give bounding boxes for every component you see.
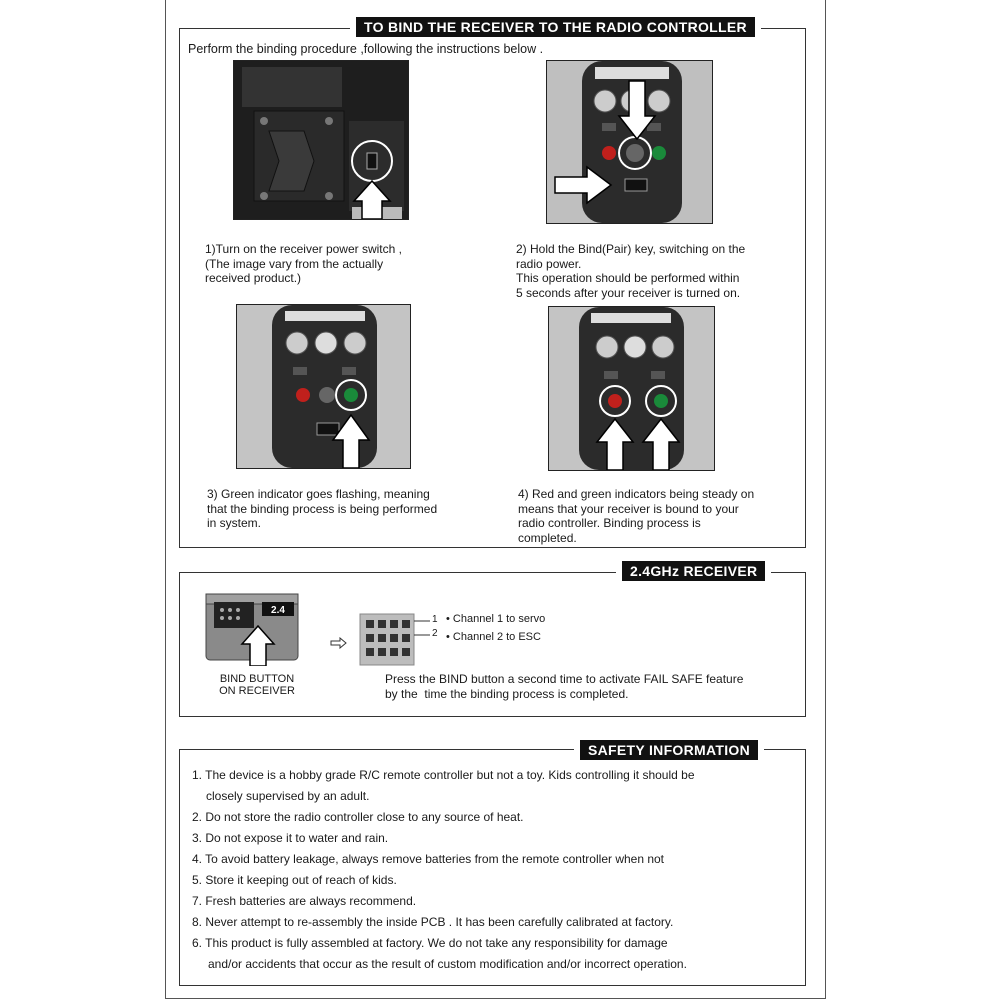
- bind-button-label: BIND BUTTON ON RECEIVER: [219, 673, 295, 697]
- step-2-text: 2) Hold the Bind(Pair) key, switching on the radio power. This operation should be performed within 5 seconds after your receiver is turned on.: [516, 242, 746, 300]
- green-flashing-photo: [236, 304, 411, 469]
- safety-item: 2. Do not store the radio controller close to any source of heat.: [192, 810, 524, 824]
- receiver-pin-header-icon: [358, 612, 418, 667]
- safety-item: 8. Never attempt to re-assembly the inside PCB . It has been carefully calibrated at factory.: [192, 915, 674, 929]
- failsafe-note: Press the BIND button a second time to activate FAIL SAFE feature by the time the binding process is completed.: [385, 672, 744, 701]
- arrow-right-icon: [330, 637, 348, 649]
- channel-2-number: 2: [432, 628, 438, 639]
- safety-section-title: SAFETY INFORMATION: [580, 740, 758, 760]
- safety-item: and/or accidents that occur as the result of custom modification and/or incorrect operation.: [208, 957, 687, 971]
- channel-1-label: • Channel 1 to servo: [446, 613, 546, 625]
- safety-item: 6. This product is fully assembled at factory. We do not take any responsibility for damage: [192, 936, 668, 950]
- safety-section: [179, 749, 806, 986]
- safety-item: 5. Store it keeping out of reach of kids.: [192, 873, 397, 887]
- safety-item: 7. Fresh batteries are always recommend.: [192, 894, 417, 908]
- steady-lights-photo: [548, 306, 715, 471]
- receiver-switch-photo: [233, 60, 409, 220]
- bind-key-photo: [546, 60, 713, 224]
- safety-item: closely supervised by an adult.: [206, 789, 370, 803]
- bind-section-header: [350, 17, 761, 37]
- receiver-badge: 2.4: [271, 605, 285, 616]
- step-4-text: 4) Red and green indicators being steady on means that your receiver is bound to your radio controller. Binding process is completed.: [518, 487, 755, 545]
- safety-section-header: [574, 740, 764, 760]
- receiver-photo: [202, 592, 302, 666]
- step-1-text: 1)Turn on the receiver power switch , (The image vary from the actually received product.): [205, 242, 402, 285]
- receiver-section-title: 2.4GHz RECEIVER: [622, 561, 765, 581]
- bind-intro: Perform the binding procedure ,following the instructions below .: [188, 42, 544, 56]
- safety-item: 4. To avoid battery leakage, always remove batteries from the remote controller when not: [192, 852, 665, 866]
- safety-item: 3. Do not expose it to water and rain.: [192, 831, 389, 845]
- safety-item: 1. The device is a hobby grade R/C remote controller but not a toy. Kids controlling it should be: [192, 768, 695, 782]
- receiver-section-header: [616, 561, 771, 581]
- step-3-text: 3) Green indicator goes flashing, meaning that the binding process is being performed in system.: [207, 487, 438, 530]
- channel-2-label: • Channel 2 to ESC: [446, 631, 541, 643]
- channel-1-number: 1: [432, 614, 438, 625]
- bind-section-title: TO BIND THE RECEIVER TO THE RADIO CONTROLLER: [356, 17, 755, 37]
